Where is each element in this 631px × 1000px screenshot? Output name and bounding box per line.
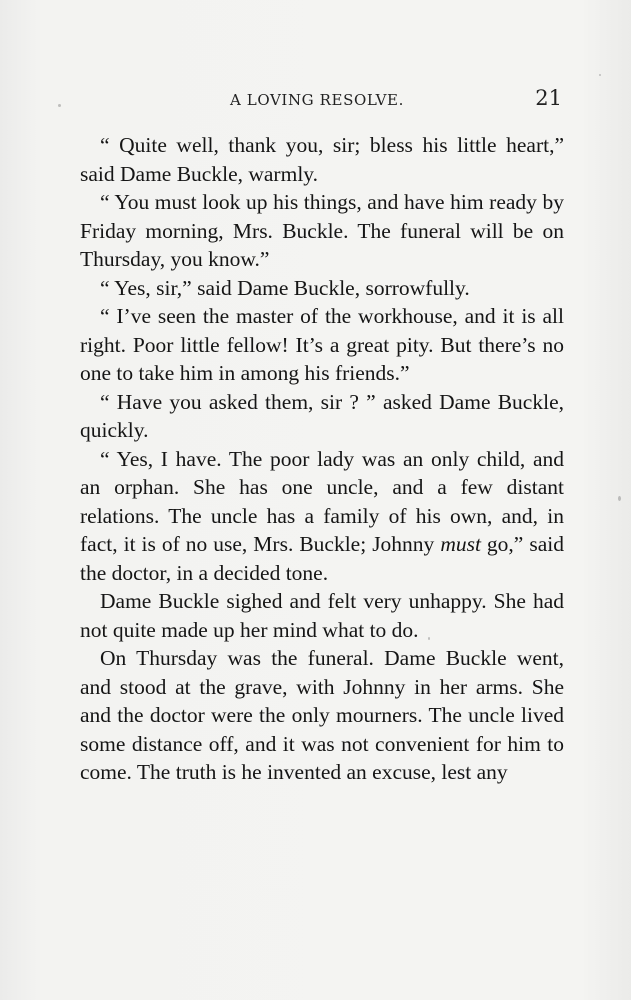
paragraph: On Thursday was the funeral. Dame Buckle went, and stood at the grave, with Johnny in her arms. She and the doctor were the only mourners. The uncle lived some distance off, and it was not convenient for him to come. The truth is he invented an excuse, lest any bbox=[80, 646, 564, 784]
running-title: A LOVING RESOLVE. bbox=[230, 91, 404, 109]
paragraph: “ Yes, sir,” said Dame Buckle, sorrowfully. bbox=[100, 275, 470, 300]
running-header bbox=[80, 86, 564, 116]
paragraph bbox=[80, 445, 564, 588]
paragraph: “ You must look up his things, and have him ready by Friday morning, Mrs. Buckle. The funeral will be on Thursday, you know.” bbox=[80, 190, 564, 271]
paragraph: “ I’ve seen the master of the workhouse, and it is all right. Poor little fellow! It’s a great pity. But there’s no one to take him in among his friends.” bbox=[80, 304, 564, 385]
paper-speck bbox=[58, 104, 61, 107]
paper-speck bbox=[618, 496, 621, 501]
paragraph-text: go,” said the doctor, in a decided tone. bbox=[80, 532, 564, 585]
emphasized-word: must bbox=[440, 532, 481, 556]
paragraph: Dame Buckle sighed and felt very unhappy. She had not quite made up her mind what to do. bbox=[80, 589, 564, 642]
paragraph-text: “ Yes, I have. The poor lady was an only child, and an orphan. She has one uncle, and a few distant relations. The uncle has a family of his own, and, in fact, it is of no use, Mrs. Buckle; Johnny bbox=[80, 446, 564, 556]
paper-speck bbox=[428, 637, 430, 640]
paragraph: “ Have you asked them, sir ? ” asked Dame Buckle, quickly. bbox=[80, 389, 564, 442]
body-text bbox=[80, 131, 564, 787]
page-number: 21 bbox=[535, 86, 562, 110]
paragraph: “ Quite well, thank you, sir; bless his little heart,” said Dame Buckle, warmly. bbox=[80, 133, 564, 186]
paper-speck bbox=[599, 74, 601, 76]
